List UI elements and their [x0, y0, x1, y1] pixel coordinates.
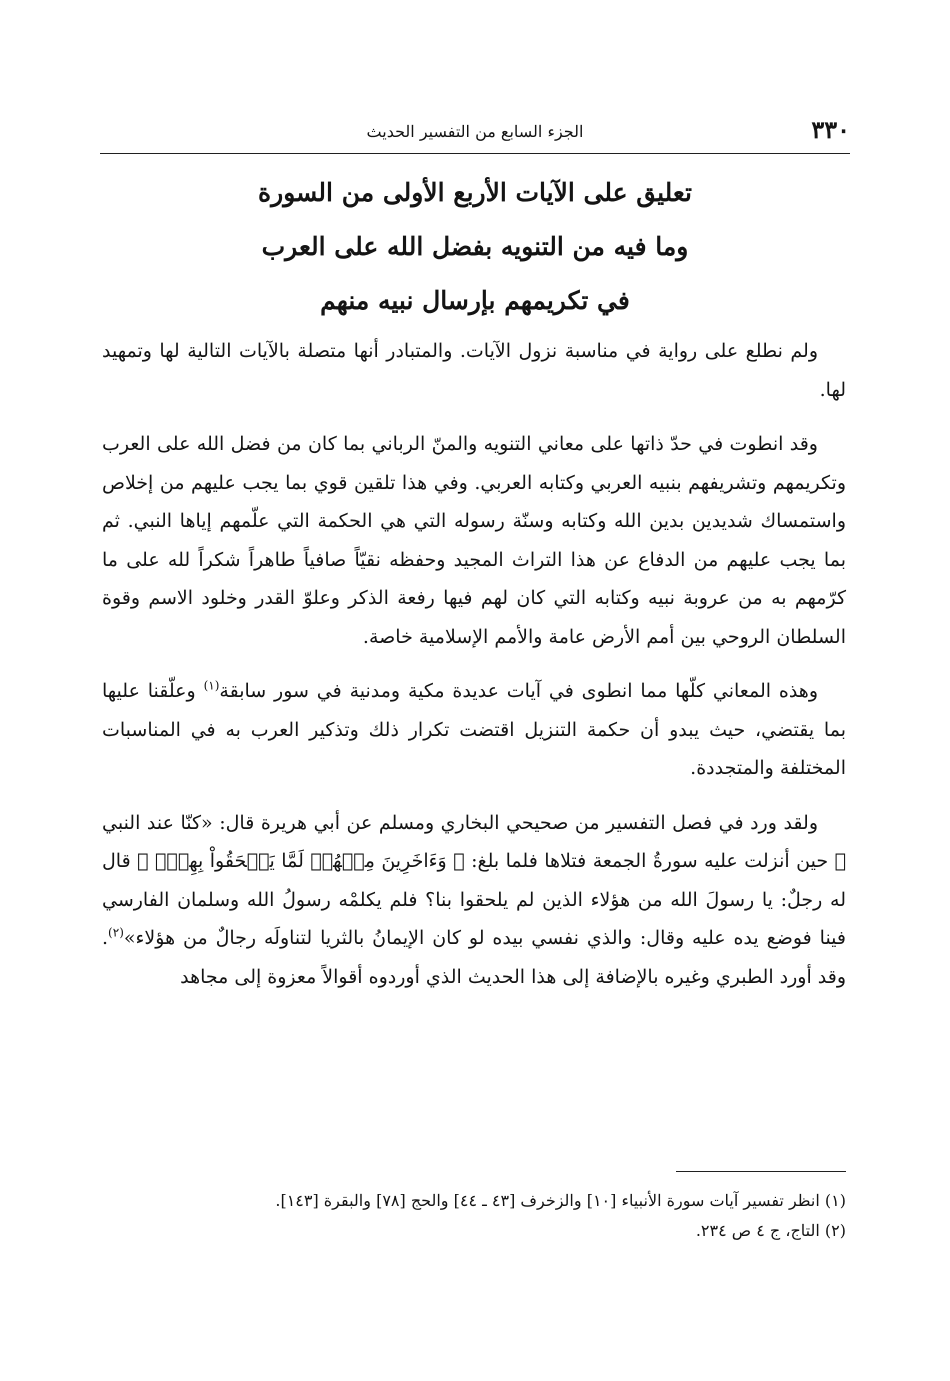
footnote-1: (١) انظر تفسير آيات سورة الأنبياء [١٠] والزخرف [٤٣ ـ ٤٤] والحج [٧٨] والبقرة [١٤٣].	[275, 1191, 846, 1210]
paragraph-2: وقد انطوت في حدّ ذاتها على معاني التنويه والمنّ الرباني بما كان من فضل الله على العرب وتكريمهم وتشريفهم بنبيه العربي وكتابه العربي. وفي هذا تلقين قوي بما يجب عليهم من إخلاص واستمساك شديدين بدين الله وكتابه وسنّة رسوله التي هي الحكمة التي علّمهم إياها النبي. ثم بما يجب عليهم من الدفاع عن هذا التراث المجيد وحفظه نقيّاً صافياً طاهراً شكراً لله على ما كرّمهم به من عروبة نبيه وكتابه التي كان لهم فيها رفعة الذكر وعلوّ القدر وخلود الاسم وقوة السلطان الروحي بين أمم الأرض عامة والأمم الإسلامية خاصة.	[102, 433, 846, 648]
paragraph-3-text-b: وعلّقنا عليها بما يقتضي، حيث يبدو أن حكمة التنزيل اقتضت تكرار ذلك وتذكير العرب به في المناسبات المختلفة والمتجددة.	[102, 680, 846, 779]
running-title: الجزء السابع من التفسير الحديث	[366, 122, 584, 141]
section-title-line-3: في تكريمهم بإرسال نبيه منهم	[320, 286, 630, 315]
section-title-line-1: تعليق على الآيات الأربع الأولى من السورة	[258, 178, 692, 207]
paragraph-4-text-a: ولقد ورد في فصل التفسير من صحيحي البخاري ومسلم عن أبي هريرة قال: «كنّا عند النبي ﷺ حين أنزلت عليه سورةُ الجمعة فتلاها فلما بلغ: ﴿ وَءَاخَرِينَ مِنۡهُمۡ لَمَّا يَلۡحَقُواْ بِهِمۡۚ ﴾ قال له رجلٌ: يا رسولَ الله من هؤلاء الذين لم يلحقوا بنا؟ فلم يكلمْه رسولُ الله وسلمان الفارسي فينا فوضع يده عليه وقال: والذي نفسي بيده لو كان الإيمانُ بالثريا لتناولَه رجالٌ من هؤلاء»	[102, 811, 846, 949]
header-divider	[100, 153, 850, 154]
footnotes	[102, 1186, 846, 1246]
footnote-ref-1: (١)	[203, 678, 220, 693]
paragraph-3-text-a: وهذه المعاني كلّها مما انطوى في آيات عديدة مكية ومدنية في سور سابقة	[219, 680, 818, 702]
footnote-ref-2: (٢)	[108, 925, 124, 940]
section-title-line-2: وما فيه من التنويه بفضل الله على العرب	[261, 232, 689, 261]
footnote-2: (٢) التاج، ج ٤ ص ٢٣٤.	[695, 1221, 846, 1240]
paragraph-1: ولم نطلع على رواية في مناسبة نزول الآيات. والمتبادر أنها متصلة بالآيات التالية لها وتمهيد لها.	[102, 340, 846, 401]
paragraph-3	[102, 672, 846, 788]
paragraph-4-text-b: . وقد أورد الطبري وغيره بالإضافة إلى هذا الحديث الذي أوردوه أقوالاً معزوة إلى مجاهد	[102, 927, 846, 988]
paragraph-4	[102, 804, 846, 997]
page-number: ٣٣٠	[811, 115, 850, 144]
page-header	[100, 115, 850, 150]
section-title	[100, 166, 850, 328]
body-text	[102, 332, 846, 1012]
footnote-divider	[676, 1171, 846, 1172]
